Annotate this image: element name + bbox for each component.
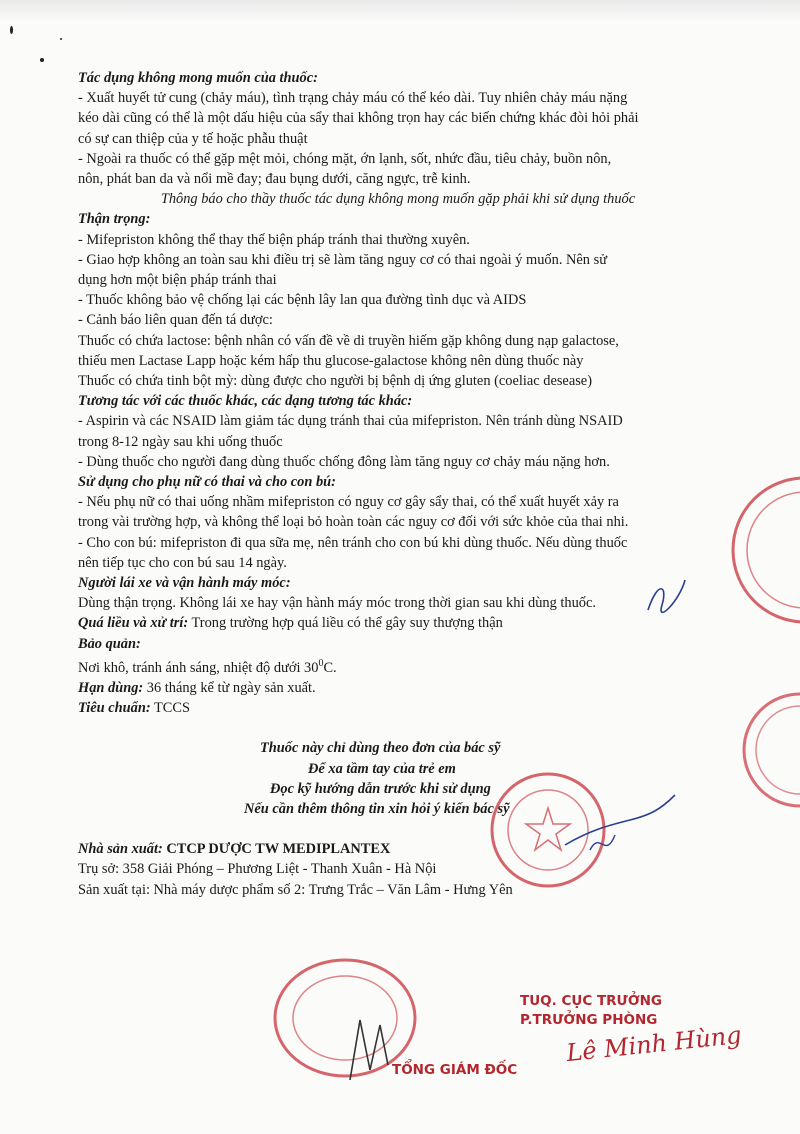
partial-stamp-right-bottom [700, 690, 800, 820]
manufacturer-head-office: Trụ sở: 358 Giải Phóng – Phương Liệt - Thanh Xuân - Hà Nội [78, 861, 437, 878]
approval-signer: Lê Minh Hùng [565, 1020, 743, 1068]
overdose-label: Quá liều và xử trí: [78, 615, 189, 632]
approval-line-2: P.TRƯỞNG PHÒNG [520, 1012, 658, 1028]
interactions-line: - Aspirin và các NSAID làm giảm tác dụng tránh thai của mifepriston. Nên tránh dùng NSAID [78, 413, 623, 430]
expiry-text: 36 tháng kể từ ngày sản xuất. [143, 679, 316, 696]
approval-line-1: TUQ. CỤC TRƯỞNG [520, 993, 663, 1009]
expiry-label: Hạn dùng: [78, 679, 144, 696]
precautions-line: Thuốc có chứa tinh bột mỳ: dùng được cho người bị bệnh dị ứng gluten (coeliac desease) [78, 373, 592, 390]
side-effects-line: kéo dài cũng có thể là một dấu hiệu của sẩy thai không trọn hay các biến chứng khác đòi hỏi phải [78, 110, 639, 127]
scan-speck [40, 58, 44, 62]
precautions-line: - Mifepriston không thể thay thế biện pháp tránh thai thường xuyên. [78, 231, 470, 248]
pregnancy-line: nên tiếp tục cho con bú sau 14 ngày. [78, 554, 287, 571]
scan-speck [60, 38, 62, 40]
notice-ask-doctor: Nếu cần thêm thông tin xin hỏi ý kiến bác sỹ [244, 800, 510, 817]
precautions-line: thiếu men Lactase Lapp hoặc kém hấp thu glucose-galactose không nên dùng thuốc này [78, 352, 584, 369]
overdose-row [78, 613, 718, 633]
blue-initial [640, 575, 690, 620]
manufacturer-name: CTCP DƯỢC TW MEDIPLANTEX [162, 841, 391, 858]
side-effects-line: - Xuất huyết tử cung (chảy máu), tình trạng chảy máu có thể kéo dài. Tuy nhiên chảy máu nặng [78, 90, 628, 107]
precautions-line: - Thuốc không bảo vệ chống lại các bệnh lây lan qua đường tình dục và AIDS [78, 292, 527, 309]
pregnancy-heading: Sử dụng cho phụ nữ có thai và cho con bú: [78, 474, 336, 491]
side-effects-line: có sự can thiệp của y tế hoặc phẫu thuật [78, 130, 308, 147]
notice-prescription: Thuốc này chỉ dùng theo đơn của bác sỹ [260, 740, 501, 757]
black-signature [340, 1010, 400, 1090]
partial-stamp-right-top [715, 470, 800, 630]
standard-text: TCCS [150, 700, 190, 717]
manufacturer-label: Nhà sản xuất: [78, 841, 163, 858]
blue-signature [560, 790, 680, 870]
precautions-line: dụng hơn một biện pháp tránh thai [78, 272, 277, 289]
interactions-heading: Tương tác với các thuốc khác, các dạng tương tác khác: [78, 393, 413, 410]
approval-block [520, 992, 780, 1030]
director-title: TỔNG GIÁM ĐỐC [392, 1062, 518, 1078]
scan-shadow [0, 0, 800, 22]
expiry-row [78, 678, 718, 698]
leaflet-body [78, 68, 718, 900]
side-effects-notice: Thông báo cho thầy thuốc tác dụng không mong muốn gặp phải khi sử dụng thuốc [160, 191, 636, 208]
pregnancy-line: trong vài trường hợp, và không thể loại bỏ hoàn toàn các nguy cơ đối với sức khỏe của thai nhi. [78, 514, 629, 531]
notice-read-instructions: Đọc kỹ hướng dẫn trước khi sử dụng [270, 780, 491, 797]
storage-line [78, 654, 718, 678]
precautions-line: - Cảnh báo liên quan đến tá dược: [78, 312, 273, 329]
side-effects-line: nôn, phát ban da và nổi mề đay; đau bụng dưới, căng ngực, trễ kinh. [78, 171, 471, 188]
scan-speck [10, 26, 13, 34]
side-effects-heading: Tác dụng không mong muốn của thuốc: [78, 70, 318, 86]
precautions-heading: Thận trọng: [78, 211, 151, 228]
storage-unit: C. [323, 659, 337, 676]
standard-row [78, 698, 718, 718]
notice-children: Để xa tầm tay của trẻ em [308, 760, 456, 777]
driving-line: Dùng thận trọng. Không lái xe hay vận hành máy móc trong thời gian sau khi dùng thuốc. [78, 595, 596, 612]
driving-heading: Người lái xe và vận hành máy móc: [78, 575, 291, 592]
overdose-text: Trong trường hợp quá liều có thể gây suy thượng thận [188, 615, 503, 632]
pregnancy-line: - Cho con bú: mifepriston đi qua sữa mẹ, nên tránh cho con bú khi dùng thuốc. Nếu dùng thuốc [78, 534, 628, 551]
manufacturer-factory: Sản xuất tại: Nhà máy dược phẩm số 2: Trưng Trắc – Văn Lâm - Hưng Yên [78, 881, 513, 898]
pregnancy-line: - Nếu phụ nữ có thai uống nhầm mifepriston có nguy cơ gây sẩy thai, có thể xuất huyết xảy ra [78, 494, 619, 511]
degree-superscript: 0 [318, 657, 324, 669]
side-effects-line: - Ngoài ra thuốc có thể gặp mệt mỏi, chóng mặt, ớn lạnh, sốt, nhức đầu, tiêu chảy, buồn nôn, [78, 150, 612, 167]
standard-label: Tiêu chuẩn: [78, 700, 151, 717]
precautions-line: - Giao hợp không an toàn sau khi điều trị sẽ làm tăng nguy cơ có thai ngoài ý muốn. Nên sử [78, 251, 607, 268]
interactions-line: - Dùng thuốc cho người đang dùng thuốc chống đông làm tăng nguy cơ chảy máu nặng hơn. [78, 453, 610, 470]
storage-heading: Bảo quản: [78, 635, 141, 652]
storage-text: Nơi khô, tránh ánh sáng, nhiệt độ dưới 30 [78, 659, 319, 676]
interactions-line: trong 8-12 ngày sau khi uống thuốc [78, 433, 283, 450]
precautions-line: Thuốc có chứa lactose: bệnh nhân có vấn đề về di truyền hiếm gặp không dung nạp galactose, [78, 332, 619, 349]
